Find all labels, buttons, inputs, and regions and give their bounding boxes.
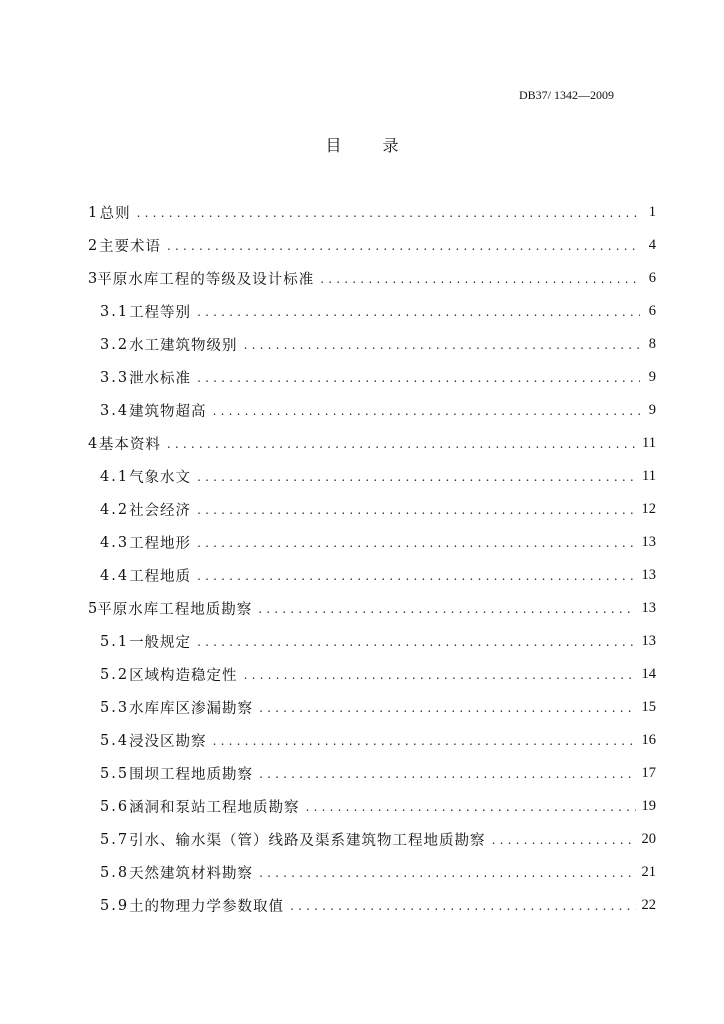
leader-dots (167, 437, 636, 451)
toc-entry-title: 水库库区渗漏勘察 (129, 701, 254, 717)
toc-entry-page: 4 (648, 237, 656, 253)
toc-entry[interactable] (88, 625, 656, 658)
toc-entry-title: 建筑物超高 (129, 404, 207, 420)
toc-entry-title: 基本资料 (98, 437, 161, 453)
toc-entry-page: 6 (648, 303, 656, 319)
leader-dots (259, 866, 635, 880)
leader-dots (320, 272, 640, 286)
toc-entry[interactable] (88, 691, 656, 724)
toc-entry[interactable] (88, 823, 656, 856)
toc-entry-page: 6 (648, 270, 656, 286)
toc-entry-title: 浸没区勘察 (129, 734, 207, 750)
leader-dots (197, 635, 635, 649)
toc-entry[interactable] (88, 328, 656, 361)
leader-dots (197, 569, 635, 583)
toc-entry-number: 4.4 (100, 567, 130, 584)
leader-dots (244, 668, 636, 682)
toc-entry-number: 5.1 (100, 633, 130, 650)
toc-entry-number: 5.4 (100, 732, 130, 749)
toc-entry-number: 5.8 (100, 864, 130, 881)
toc-entry[interactable] (88, 658, 656, 691)
toc-entry-title: 水工建筑物级别 (129, 338, 238, 354)
toc-entry[interactable] (88, 361, 656, 394)
toc-entry-page: 9 (648, 402, 656, 418)
toc-entry-number: 1 (88, 204, 98, 221)
toc-entry[interactable] (88, 790, 656, 823)
toc-entry-page: 14 (641, 666, 656, 682)
toc-entry-page: 19 (641, 798, 656, 814)
toc-entry[interactable] (88, 724, 656, 757)
toc-entry-page: 13 (641, 567, 656, 583)
toc-entry[interactable] (88, 196, 656, 229)
toc-entry[interactable] (88, 757, 656, 790)
toc-entry-number: 3.1 (100, 303, 130, 320)
toc-entry[interactable] (88, 889, 656, 922)
leader-dots (258, 602, 635, 616)
toc-entry-number: 5.7 (100, 831, 130, 848)
toc-entry-number: 4.2 (100, 501, 130, 518)
toc-entry-title: 涵洞和泵站工程地质勘察 (129, 800, 300, 816)
toc-entry-number: 5.6 (100, 798, 130, 815)
leader-dots (197, 503, 635, 517)
toc-entry-title: 工程地质 (129, 569, 192, 585)
leader-dots (290, 899, 635, 913)
toc-entry[interactable] (88, 394, 656, 427)
toc-entry-number: 4.1 (100, 468, 130, 485)
toc-entry-page: 9 (648, 369, 656, 385)
toc-entry[interactable] (88, 229, 656, 262)
toc-entry-number: 2 (88, 237, 98, 254)
toc-title: 目 录 (325, 136, 417, 155)
toc-entry-page: 11 (642, 468, 656, 484)
toc-entry-title: 主要术语 (98, 239, 161, 255)
toc-entry-title: 区域构造稳定性 (129, 668, 238, 684)
toc-entry-page: 16 (641, 732, 656, 748)
toc-entry-title: 工程地形 (129, 536, 192, 552)
toc-entry-page: 12 (641, 501, 656, 517)
toc-entry-title: 平原水库工程地质勘察 (97, 602, 253, 618)
toc-entry[interactable] (88, 592, 656, 625)
toc-entry-page: 13 (641, 633, 656, 649)
toc-entry-number: 3.4 (100, 402, 130, 419)
toc-entry-number: 5.9 (100, 897, 130, 914)
toc-entry-number: 5 (88, 600, 98, 617)
toc-entry-page: 20 (641, 831, 656, 847)
toc-entry-title: 土的物理力学参数取值 (129, 899, 285, 915)
toc-entry[interactable] (88, 262, 656, 295)
toc-entry-page: 1 (648, 204, 656, 220)
toc-entry[interactable] (88, 427, 656, 460)
leader-dots (213, 404, 640, 418)
toc-entry-page: 15 (641, 699, 656, 715)
leader-dots (213, 734, 636, 748)
toc-entry-page: 13 (641, 534, 656, 550)
toc-entry-title: 总则 (99, 206, 131, 222)
toc-entry-number: 5.3 (100, 699, 130, 716)
toc-entry-number: 5.5 (100, 765, 130, 782)
toc-entry[interactable] (88, 559, 656, 592)
toc-entry-page: 21 (641, 864, 656, 880)
toc-entry-page: 11 (642, 435, 656, 451)
toc-entry-title: 天然建筑材料勘察 (129, 866, 254, 882)
leader-dots (197, 371, 640, 385)
leader-dots (492, 833, 636, 847)
toc-entry-title: 社会经济 (129, 503, 192, 519)
toc-entry-number: 4 (88, 435, 98, 452)
leader-dots (244, 338, 640, 352)
leader-dots (197, 470, 636, 484)
toc-entry-number: 3.3 (100, 369, 130, 386)
toc-entry-number: 5.2 (100, 666, 130, 683)
toc-entry-title: 围坝工程地质勘察 (129, 767, 254, 783)
toc-entry-title: 气象水文 (129, 470, 192, 486)
leader-dots (259, 701, 635, 715)
toc-entry-number: 3 (88, 270, 98, 287)
leader-dots (197, 536, 635, 550)
toc-entry-page: 8 (648, 336, 656, 352)
table-of-contents (88, 196, 656, 922)
leader-dots (167, 239, 640, 253)
toc-entry[interactable] (88, 526, 656, 559)
toc-entry[interactable] (88, 856, 656, 889)
toc-entry-title: 平原水库工程的等级及设计标准 (97, 272, 315, 288)
toc-entry-page: 17 (641, 765, 656, 781)
document-code: DB37/ 1342—2009 (518, 88, 614, 102)
toc-entry-page: 22 (641, 897, 656, 913)
toc-entry-title: 一般规定 (129, 635, 192, 651)
leader-dots (137, 206, 640, 220)
leader-dots (306, 800, 636, 814)
leader-dots (259, 767, 635, 781)
toc-entry-page: 13 (641, 600, 656, 616)
toc-entry-title: 引水、输水渠（管）线路及渠系建筑物工程地质勘察 (129, 833, 486, 849)
toc-entry-number: 3.2 (100, 336, 130, 353)
leader-dots (197, 305, 640, 319)
toc-entry-number: 4.3 (100, 534, 130, 551)
toc-entry[interactable] (88, 295, 656, 328)
toc-entry-title: 工程等别 (129, 305, 192, 321)
toc-entry[interactable] (88, 460, 656, 493)
toc-entry-title: 泄水标准 (129, 371, 192, 387)
toc-entry[interactable] (88, 493, 656, 526)
